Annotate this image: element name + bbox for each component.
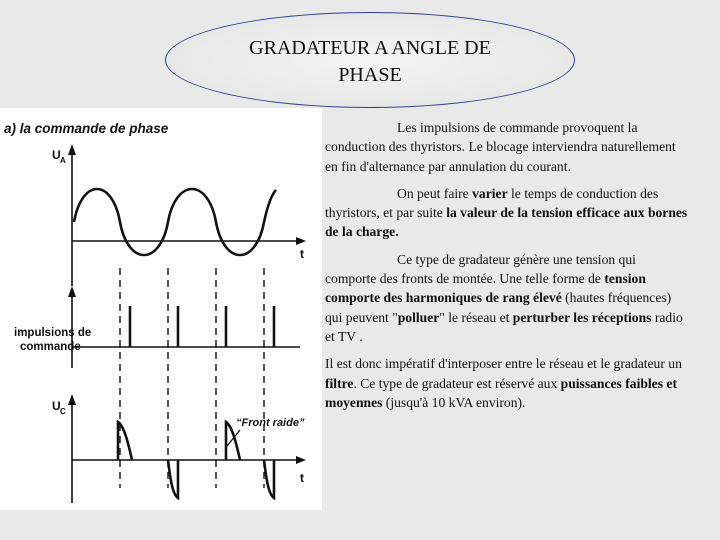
uc-segment-2 — [168, 460, 178, 498]
ua-time-arrow-icon — [296, 237, 306, 245]
paragraph-4 — [325, 354, 690, 412]
paragraph-4-text-b: . Ce type de gradateur est réservé aux — [353, 375, 561, 391]
paragraph-1 — [325, 118, 690, 176]
uc-label-sub: C — [60, 407, 66, 416]
uc-t-label: t — [300, 471, 304, 485]
paragraph-2-text-a: On peut faire — [397, 185, 473, 201]
ua-label: U — [52, 148, 61, 162]
title-line-1: GRADATEUR A ANGLE DE — [249, 37, 491, 59]
paragraph-2-bold-a: varier — [472, 185, 508, 201]
paragraph-2-text-b: le temps de conduction des thyristors, et par suite — [325, 185, 659, 221]
timing-dashes — [120, 268, 264, 488]
uc-label: U — [52, 399, 61, 413]
paragraph-3-text-a: Ce type de gradateur génère une tension qui comporte des fronts de montée. Une telle forme de — [325, 251, 636, 287]
ua-sine-wave — [74, 189, 276, 255]
paragraph-3-bold-a: tension comporte des harmoniques de rang élevé — [325, 271, 646, 306]
figure-heading: a) la commande de phase — [4, 121, 169, 136]
paragraph-3-bold-c: perturber les réceptions — [512, 309, 652, 325]
paragraph-4-bold-a: filtre — [325, 375, 354, 391]
paragraph-1-text: Les impulsions de commande provoquent la conduction des thyristors. Le blocage interviendra naturellement en fin d'alternance par annulation du courant. — [325, 120, 676, 174]
waveform-diagram — [0, 108, 322, 510]
uc-segment-4 — [264, 460, 274, 498]
phase-control-figure — [0, 108, 322, 510]
page-title — [165, 35, 575, 89]
paragraph-3-text-b: (hautes fréquences) qui peuvent " — [325, 290, 672, 325]
paragraph-3-text-c: " le réseau et — [439, 309, 513, 325]
title-line-2: PHASE — [338, 64, 402, 86]
paragraph-3-bold-b: polluer — [397, 309, 440, 325]
front-raide-label: “Front raide” — [236, 417, 305, 429]
explanation-text — [325, 118, 690, 420]
paragraph-3 — [325, 250, 690, 346]
ua-label-sub: A — [60, 156, 66, 165]
paragraph-3-text-d: radio et TV . — [325, 309, 683, 344]
impulse-axis-arrow-icon — [68, 286, 76, 297]
impulses-label-line-1: impulsions de — [14, 327, 92, 339]
impulse-pulses — [130, 306, 274, 347]
impulses-label-line-2: commande — [20, 341, 81, 353]
uc-axis-arrow-icon — [68, 394, 76, 405]
ua-axis-arrow-icon — [68, 144, 76, 155]
paragraph-2 — [325, 184, 690, 242]
paragraph-4-bold-b: puissances faibles et moyennes — [325, 375, 677, 410]
ua-t-label: t — [300, 247, 304, 261]
paragraph-4-text-c: (jusqu'à 10 kVA environ). — [382, 394, 526, 410]
uc-time-arrow-icon — [296, 456, 306, 464]
paragraph-4-text-a: Il est donc impératif d'interposer entre le réseau et le gradateur un — [325, 356, 682, 372]
paragraph-2-bold-b: la valeur de la tension efficace aux bornes de la charge. — [325, 205, 688, 240]
